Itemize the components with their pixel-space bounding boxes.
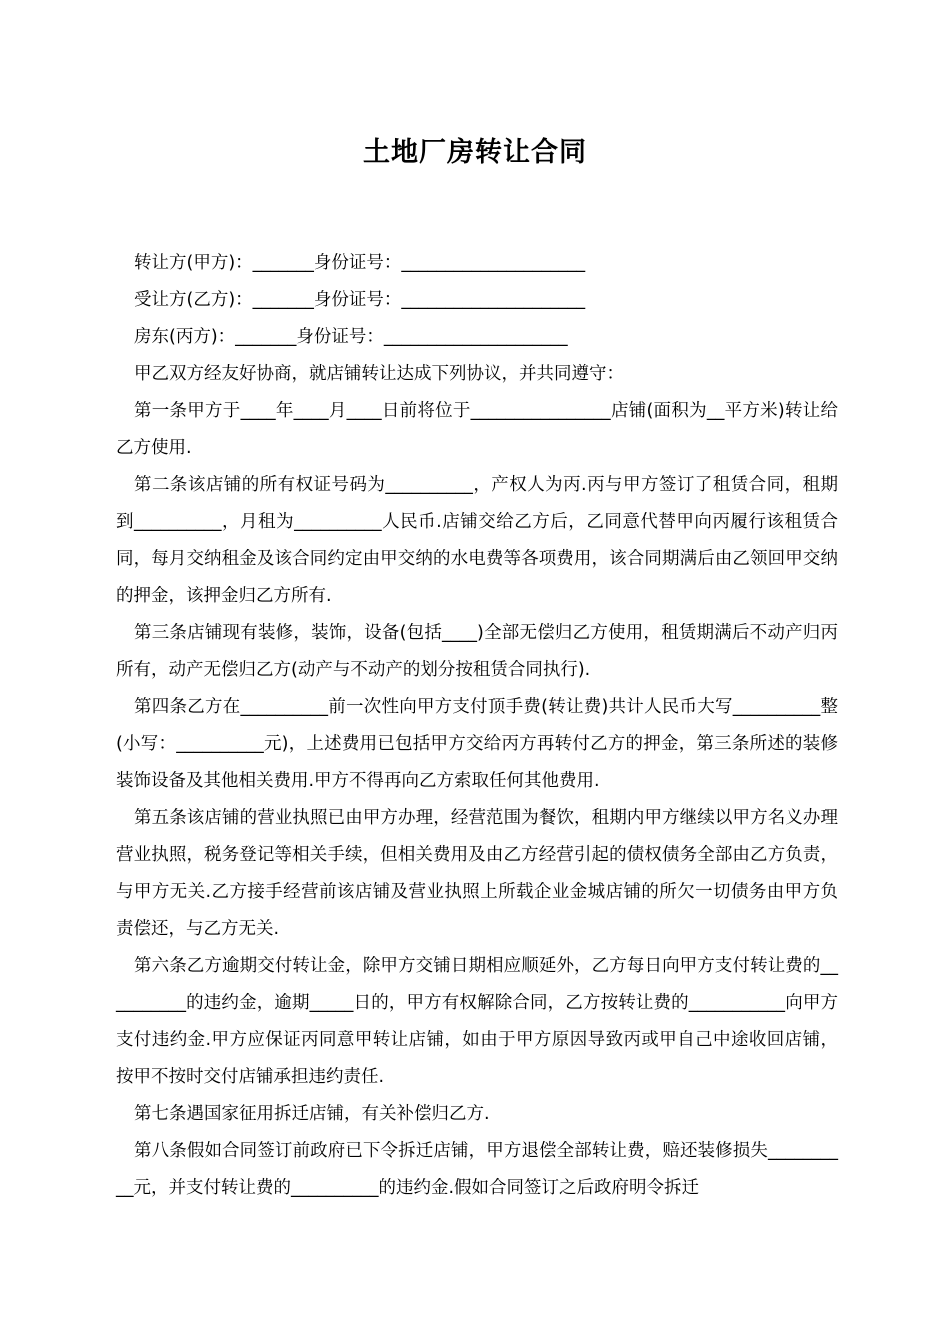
article-3: 第三条店铺现有装修，装饰，设备(包括____)全部无偿归乙方使用，租赁期满后不动产归丙所有，动产无偿归乙方(动产与不动产的划分按租赁合同执行). <box>116 623 838 680</box>
article-2: 第二条该店铺的所有权证号码为__________，产权人为丙.丙与甲方签订了租赁合同，租期到__________，月租为__________人民币.店铺交给乙方后，乙同意代替甲向丙履行该租赁合同，每月交纳租金及该合同约定由甲交纳的水电费等各项费用，该合同期满后由乙领回甲交纳的押金，该押金归乙方所有. <box>116 475 838 606</box>
article-4: 第四条乙方在__________前一次性向甲方支付顶手费(转让费)共计人民币大写__________整(小写：__________元)，上述费用已包括甲方交给丙方再转付乙方的押金，第三条所述的装修装饰设备及其他相关费用.甲方不得再向乙方索取任何其他费用. <box>116 697 838 791</box>
party-c-line: 房东(丙方)：_______身份证号：_____________________ <box>134 327 568 347</box>
preamble: 甲乙双方经友好协商，就店铺转让达成下列协议，并共同遵守： <box>134 364 624 384</box>
article-7: 第七条遇国家征用拆迁店铺，有关补偿归乙方. <box>134 1104 490 1124</box>
party-b-line: 受让方(乙方)：_______身份证号：_____________________ <box>134 290 586 310</box>
document-title: 土地厂房转让合同 <box>363 137 587 168</box>
contract-body <box>116 245 838 1207</box>
article-1: 第一条甲方于____年____月____日前将位于________________店铺(面积为__平方米)转让给乙方使用. <box>116 401 838 458</box>
article-6: 第六条乙方逾期交付转让金，除甲方交铺日期相应顺延外，乙方每日向甲方支付转让费的__________的违约金，逾期_____日的，甲方有权解除合同，乙方按转让费的___________向甲方支付违约金.甲方应保证丙同意甲转让店铺，如由于甲方原因导致丙或甲自己中途收回店铺，按甲不按时交付店铺承担违约责任. <box>116 956 838 1087</box>
party-a-line: 转让方(甲方)：_______身份证号：_____________________ <box>134 253 586 273</box>
article-5: 第五条该店铺的营业执照已由甲方办理，经营范围为餐饮，租期内甲方继续以甲方名义办理营业执照，税务登记等相关手续，但相关费用及由乙方经营引起的债权债务全部由乙方负责，与甲方无关.乙方接手经营前该店铺及营业执照上所载企业金城店铺的所欠一切债务由甲方负责偿还，与乙方无关. <box>116 808 838 939</box>
article-8: 第八条假如合同签订前政府已下令拆迁店铺，甲方退偿全部转让费，赔还装修损失__________元，并支付转让费的__________的违约金.假如合同签订之后政府明令拆迁 <box>116 1141 838 1198</box>
